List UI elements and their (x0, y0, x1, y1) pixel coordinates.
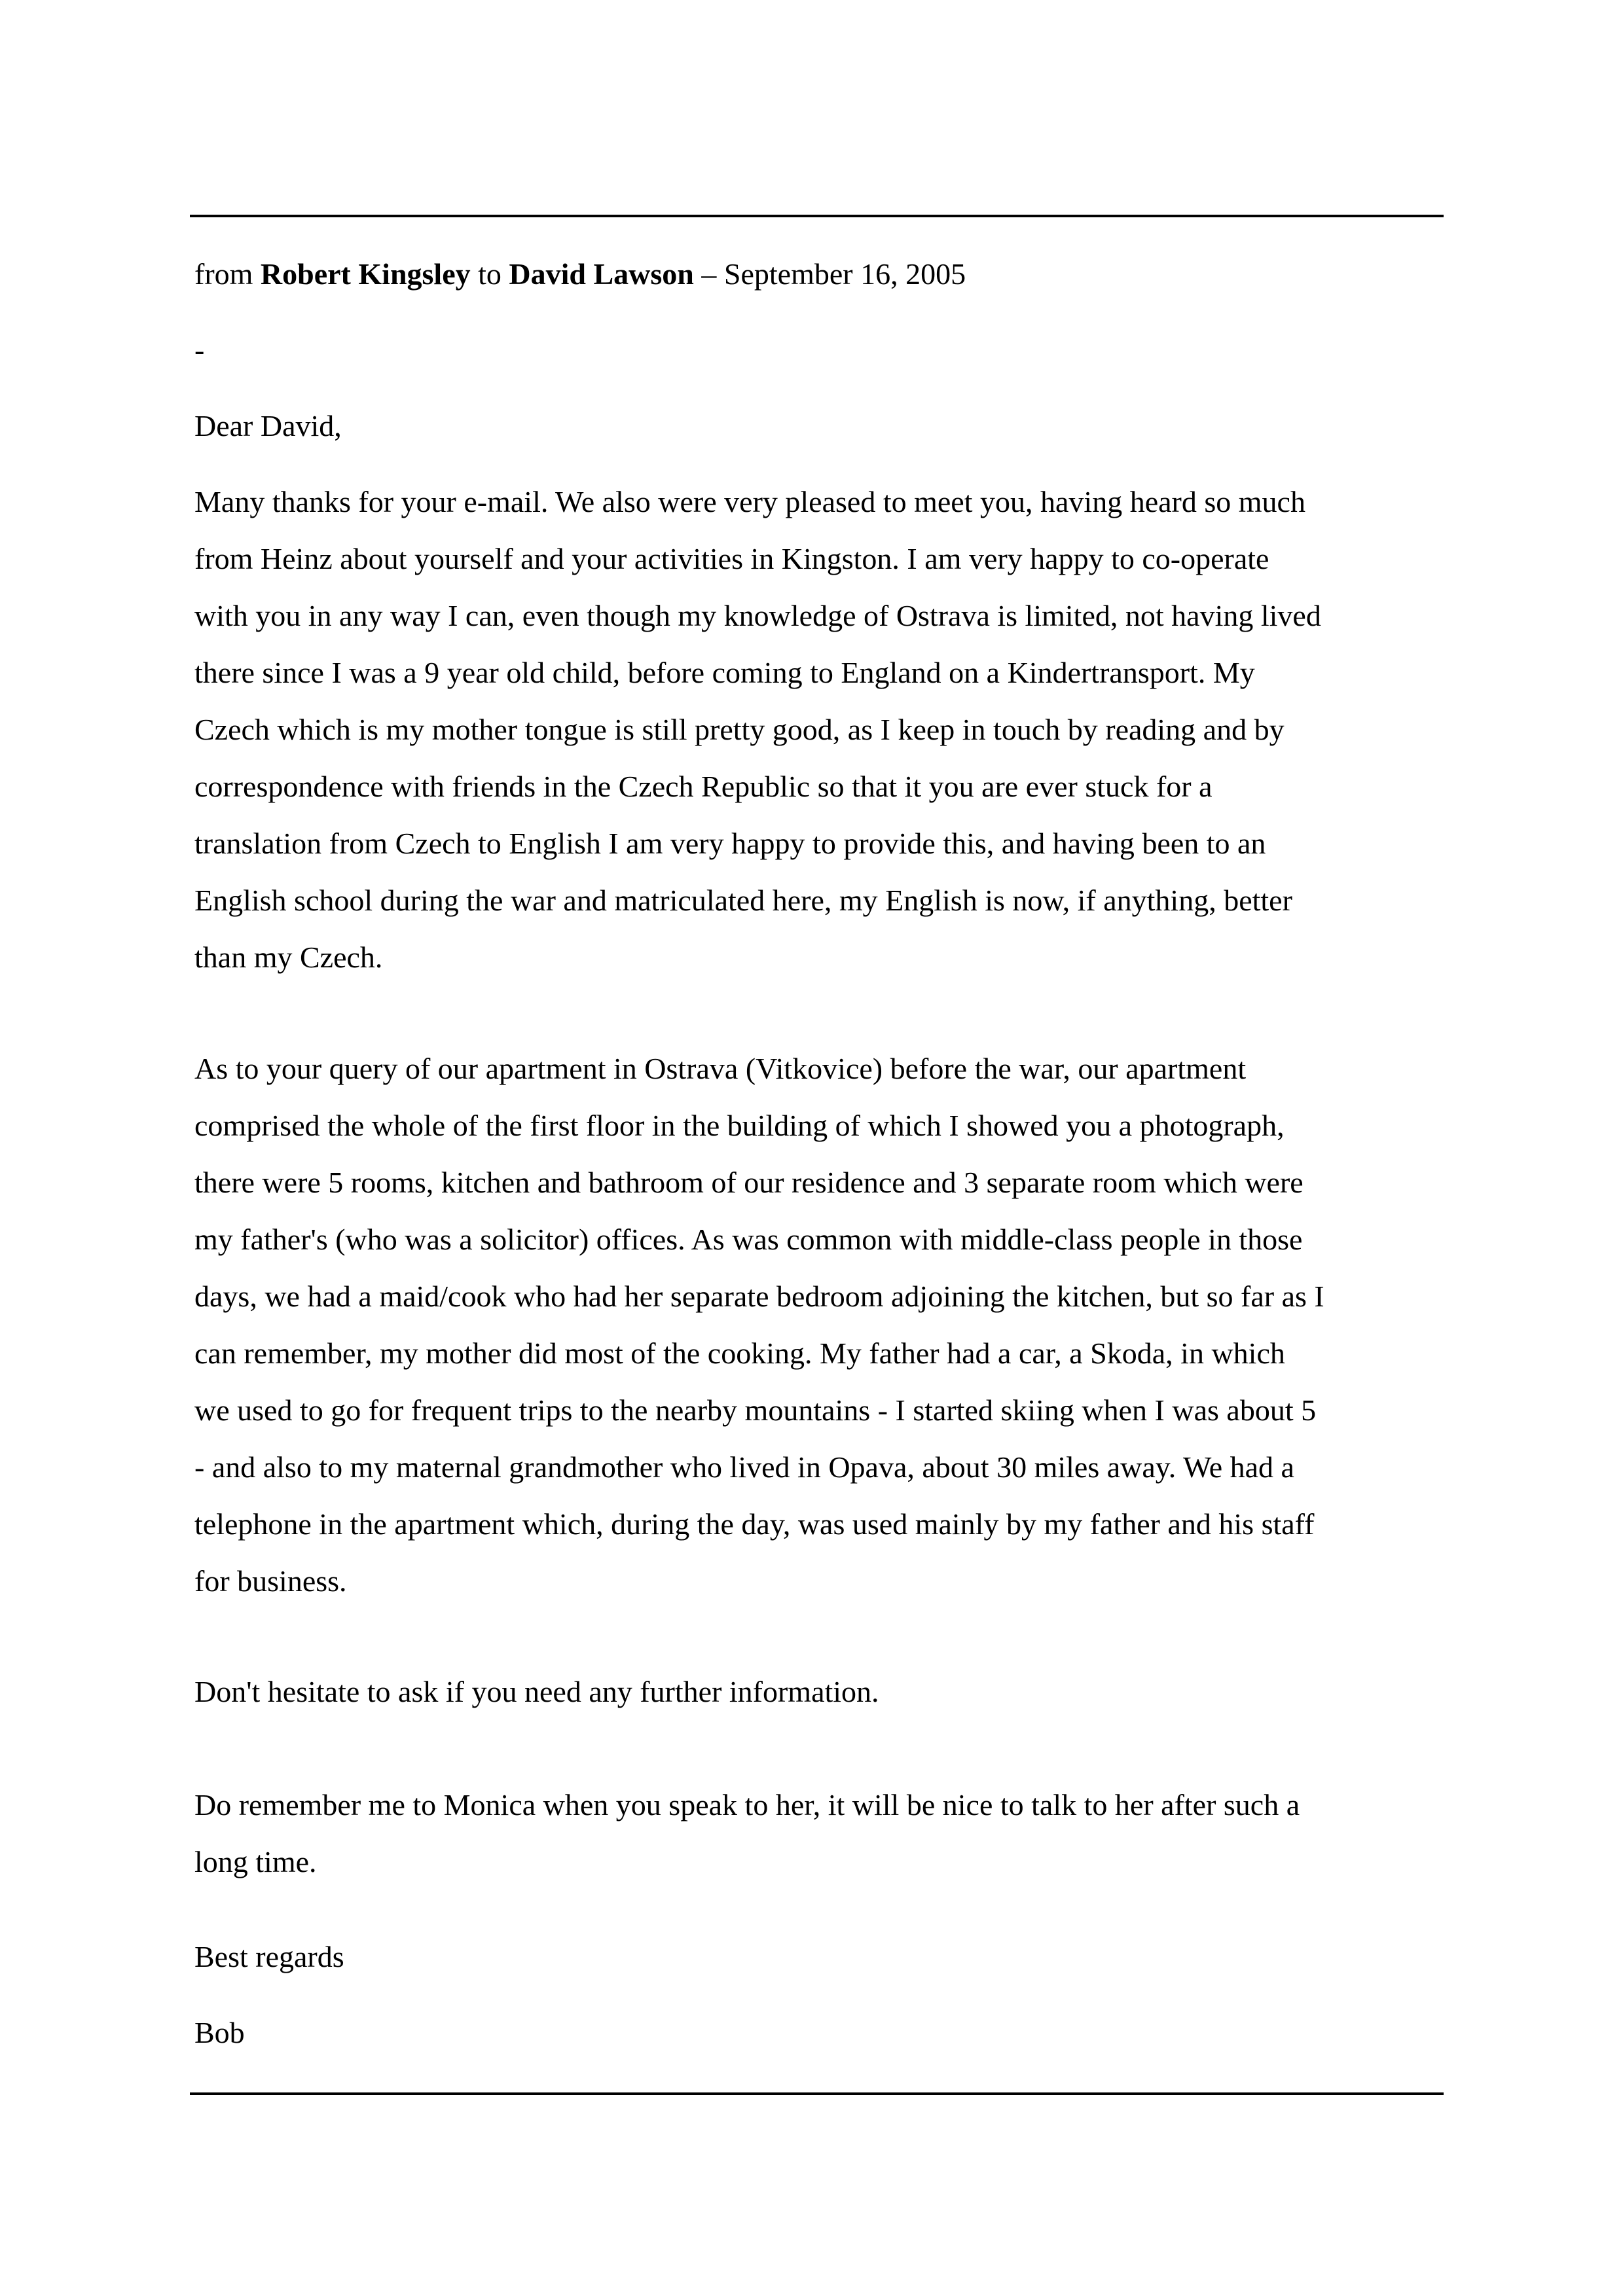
paragraph-line: telephone in the apartment which, during the day, was used mainly by my father and his staff (194, 1507, 1315, 1541)
paragraph-intro (194, 473, 1438, 986)
closing: Best regards (194, 1940, 344, 1973)
from-word: from (194, 257, 253, 291)
paragraph-line: my father's (who was a solicitor) offices. As was common with middle-class people in those (194, 1223, 1303, 1256)
to-word: to (478, 257, 501, 291)
paragraph-line: English school during the war and matriculated here, my English is now, if anything, better (194, 884, 1292, 917)
paragraph-line: translation from Czech to English I am very happy to provide this, and having been to an (194, 827, 1266, 860)
signature: Bob (194, 2016, 245, 2049)
paragraph-monica (194, 1776, 1438, 1890)
paragraph-line: for business. (194, 1564, 347, 1598)
paragraph-line: than my Czech. (194, 941, 383, 974)
paragraph-line: with you in any way I can, even though my knowledge of Ostrava is limited, not having lived (194, 599, 1321, 632)
paragraph-line: Czech which is my mother tongue is still pretty good, as I keep in touch by reading and by (194, 713, 1285, 746)
paragraph-line: from Heinz about yourself and your activities in Kingston. I am very happy to co-operate (194, 542, 1269, 575)
bottom-rule (190, 2092, 1444, 2095)
letter-header (194, 245, 1438, 302)
paragraph-line: correspondence with friends in the Czech Republic so that it you are ever stuck for a (194, 770, 1213, 803)
paragraph-line: there were 5 rooms, kitchen and bathroom of our residence and 3 separate room which were (194, 1166, 1304, 1199)
paragraph-apartment (194, 1040, 1438, 1609)
salutation: Dear David, (194, 409, 342, 442)
dash-separator: - (194, 333, 205, 367)
top-rule (190, 215, 1444, 217)
paragraph-line: As to your query of our apartment in Ostrava (Vitkovice) before the war, our apartment (194, 1052, 1247, 1085)
paragraph-line: there since I was a 9 year old child, before coming to England on a Kindertransport. My (194, 656, 1255, 689)
paragraph-line: - and also to my maternal grandmother who lived in Opava, about 30 miles away. We had a (194, 1450, 1294, 1484)
paragraph-line: Many thanks for your e-mail. We also were very pleased to meet you, having heard so much (194, 485, 1305, 518)
paragraph-further-info (194, 1663, 1438, 1720)
paragraph-line: can remember, my mother did most of the cooking. My father had a car, a Skoda, in which (194, 1336, 1285, 1370)
paragraph-line: Do remember me to Monica when you speak to her, it will be nice to talk to her after such a (194, 1788, 1300, 1821)
sender-name: Robert Kingsley (260, 257, 471, 291)
letter-date: – September 16, 2005 (701, 257, 966, 291)
paragraph-line: Don't hesitate to ask if you need any further information. (194, 1675, 879, 1708)
recipient-name: David Lawson (509, 257, 694, 291)
paragraph-line: we used to go for frequent trips to the nearby mountains - I started skiing when I was about 5 (194, 1393, 1317, 1427)
paragraph-line: comprised the whole of the first floor in the building of which I showed you a photograph, (194, 1109, 1285, 1142)
paragraph-line: days, we had a maid/cook who had her separate bedroom adjoining the kitchen, but so far as I (194, 1280, 1324, 1313)
paragraph-line: long time. (194, 1845, 317, 1878)
